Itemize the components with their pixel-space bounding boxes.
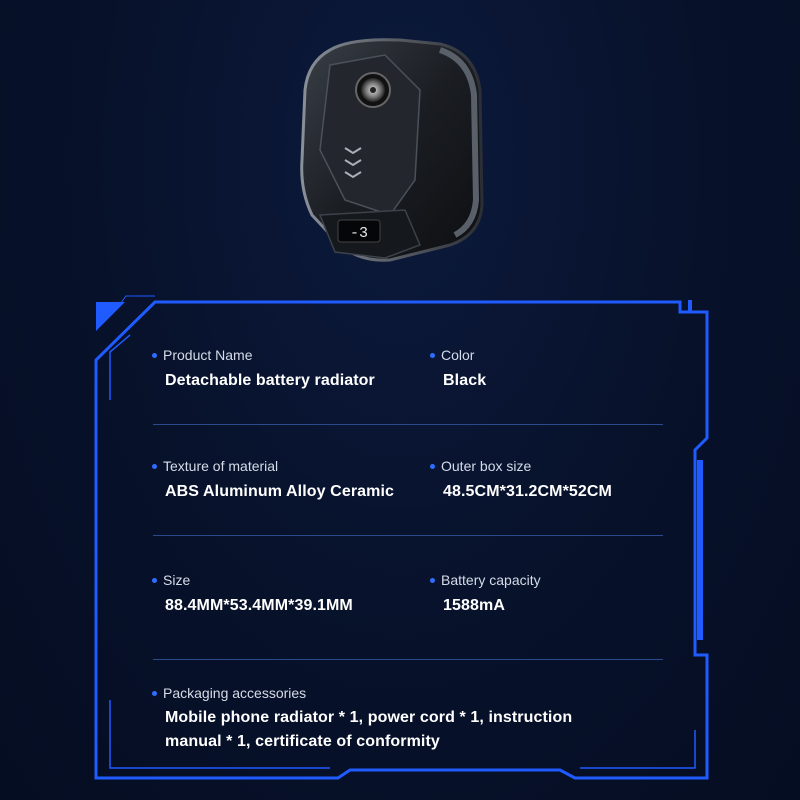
spec-label: Packaging accessories — [163, 685, 307, 701]
spec-color — [431, 346, 486, 393]
spec-value: 48.5CM*31.2CM*52CM — [443, 483, 612, 500]
bullet-icon — [152, 691, 157, 696]
bullet-icon — [152, 464, 157, 469]
spec-size — [153, 571, 353, 618]
spec-label: Battery capacity — [441, 572, 541, 588]
device-display-text: -3 — [349, 225, 369, 242]
divider — [153, 535, 663, 536]
spec-outer-box — [431, 457, 612, 504]
spec-label: Color — [441, 347, 475, 363]
spec-battery — [431, 571, 541, 618]
spec-value: ABS Aluminum Alloy Ceramic — [165, 483, 395, 500]
bullet-icon — [430, 464, 435, 469]
spec-packaging — [153, 684, 572, 754]
spec-label: Size — [163, 572, 191, 588]
spec-label: Texture of material — [163, 458, 279, 474]
bullet-icon — [430, 353, 435, 358]
spec-value: 1588mA — [443, 597, 505, 614]
divider — [153, 424, 663, 425]
bullet-icon — [152, 578, 157, 583]
spec-label: Outer box size — [441, 458, 532, 474]
spec-value: Black — [443, 372, 487, 389]
spec-value-line: manual * 1, certificate of conformity — [165, 733, 440, 750]
divider — [153, 659, 663, 660]
spec-value: Detachable battery radiator — [165, 372, 375, 389]
spec-material — [153, 457, 394, 504]
spec-label: Product Name — [163, 347, 253, 363]
bullet-icon — [152, 353, 157, 358]
spec-value-line: Mobile phone radiator * 1, power cord * 1, instruction — [165, 709, 573, 726]
bullet-icon — [430, 578, 435, 583]
spec-product-name — [153, 346, 375, 393]
spec-value: 88.4MM*53.4MM*39.1MM — [165, 597, 353, 614]
